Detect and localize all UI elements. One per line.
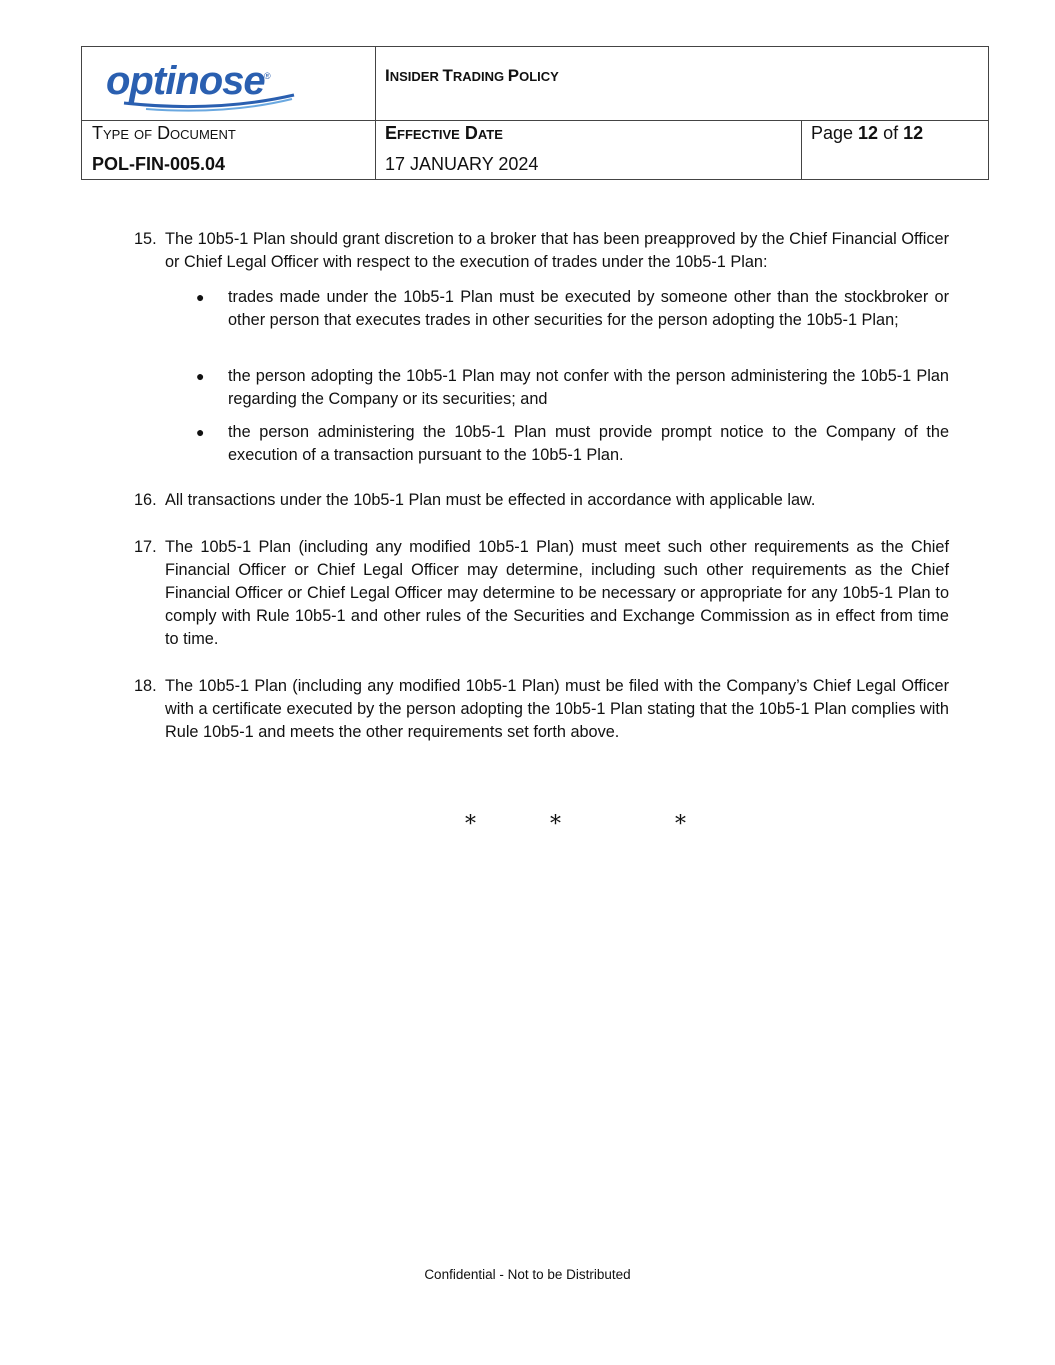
bullet-icon: ● [196,289,205,305]
logo-registered-mark: ® [264,71,271,81]
bullet-icon: ● [196,368,205,384]
logo-swoosh-icon [106,89,296,117]
item-number: 17. [134,538,157,556]
header-divider [801,120,802,179]
page-indicator: Page 12 of 12 [811,123,924,143]
bullet-item [196,365,949,411]
logo-wordmark: optinose [106,59,265,103]
item-text: The 10b5-1 Plan (including any modified 10b5-1 Plan) must meet such other requirements as the Chief Financial Officer or Chief Legal Officer may determine, including such other requirements as the Chief Financial Officer or Chief Legal Officer may determine to be necessary or appropriate for any 10b5-1 Plan to comply with Rule 10b5-1 and other rules of the Securities and Exchange Commission as in effect from time to time. [165,538,949,648]
item-number: 15. [134,230,157,248]
item-number: 18. [134,677,157,695]
document-number: POL-FIN-005.04 [92,154,226,174]
section-end-star: * [550,812,561,837]
list-item-16 [134,489,949,512]
bullet-icon: ● [196,424,205,440]
document-title: INSIDER TRADING POLICY [385,66,559,85]
bullet-text: trades made under the 10b5-1 Plan must be executed by someone other than the stockbroker or other person that executes trades in other securities for the person adopting the 10b5-1 Plan; [228,288,949,329]
header-divider [82,120,988,121]
page-current: 12 [858,123,879,143]
list-item-15 [134,228,949,274]
bullet-item [196,286,949,332]
confidential-footer: Confidential - Not to be Distributed [424,1267,631,1282]
item-text: The 10b5-1 Plan should grant discretion to a broker that has been preapproved by the Chief Financial Officer or Chief Legal Officer with respect to the execution of trades under the 10b5-1 Plan: [165,230,949,271]
section-end-star: * [465,812,476,837]
list-item-17 [134,536,949,651]
section-end-star: * [675,812,686,837]
item-number: 16. [134,491,157,509]
type-of-document-label: Type of Document [92,123,236,143]
optinose-logo [106,59,296,115]
bullet-text: the person adopting the 10b5-1 Plan may not confer with the person administering the 10b5-1 Plan regarding the Company or its securities; and [228,367,949,408]
item-text: The 10b5-1 Plan (including any modified 10b5-1 Plan) must be filed with the Company’s Chief Legal Officer with a certificate executed by the person adopting the 10b5-1 Plan stating that the 10b5-1 Plan complies with Rule 10b5-1 and meets the other requirements set forth above. [165,677,949,741]
bullet-text: the person administering the 10b5-1 Plan must provide prompt notice to the Company of the execution of a transaction pursuant to the 10b5-1 Plan. [228,423,949,464]
header-divider [375,47,376,179]
page-total: 12 [903,123,924,143]
effective-date-label: Effective Date [385,123,503,143]
item-text: All transactions under the 10b5-1 Plan must be effected in accordance with applicable law. [165,491,816,509]
effective-date-value: 17 JANUARY 2024 [385,154,539,174]
document-header-table [81,46,989,180]
bullet-item [196,421,949,467]
list-item-18 [134,675,949,744]
